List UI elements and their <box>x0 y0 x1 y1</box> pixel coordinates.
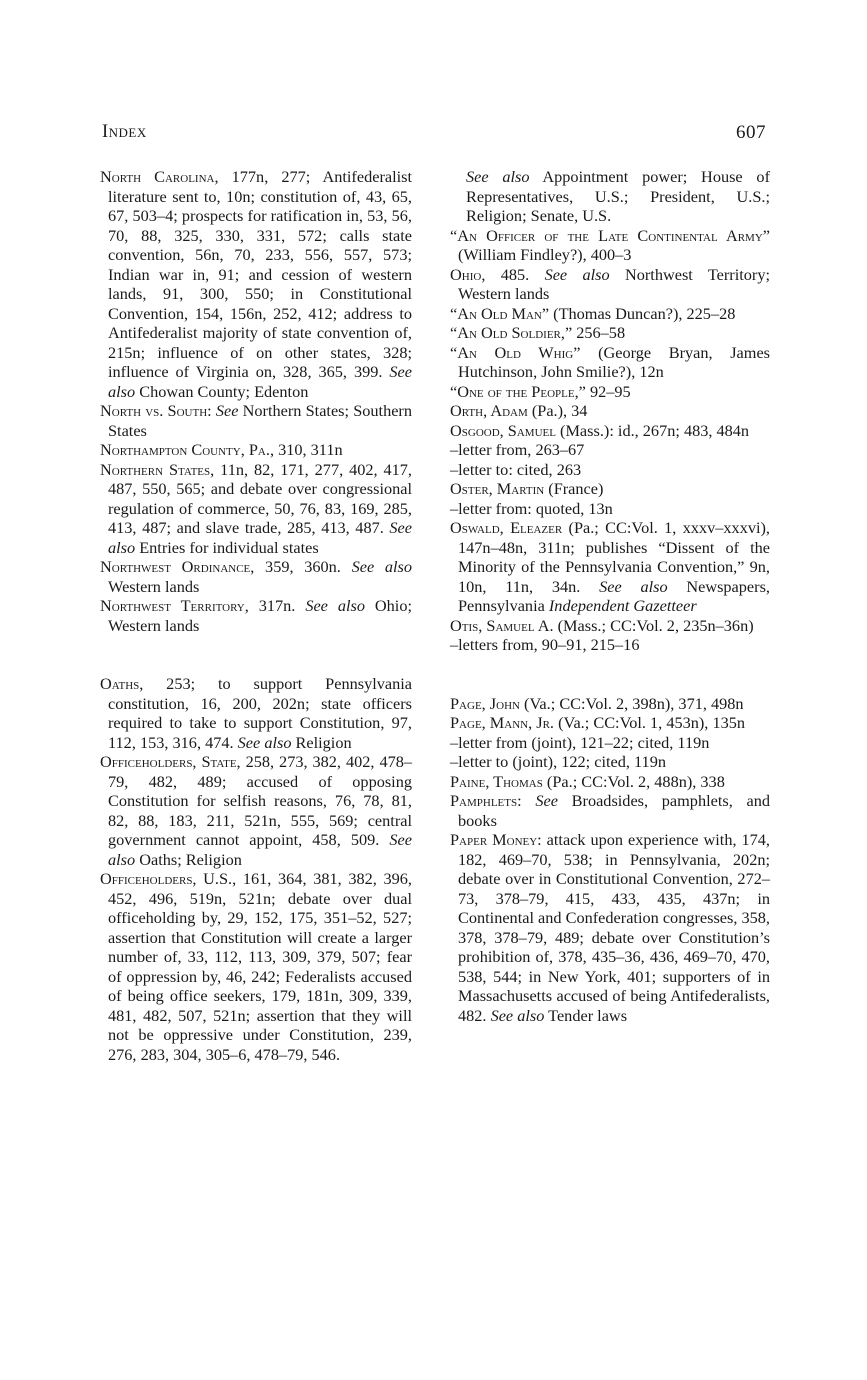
index-entry-officeholders-us: Officeholders, U.S., 161, 364, 381, 382, 396, 452, 496, 519n, 521n; debate over dual officeholding by, 29, 152, 175, 351–52, 527; assertion that Constitution will create a larger number of, 33, 112, 113, 309, 379, 507; fear of oppression by, 46, 242; Federalists accused of being office seekers, 179, 181n, 309, 339, 481, 482, 507, 521n; assertion that they will not be oppressive under Constitution, 239, 276, 283, 304, 305–6, 478–79, 546. <box>100 869 413 1064</box>
section-gap <box>450 655 770 694</box>
index-entry-northampton-county: Northampton County, Pa., 310, 311n <box>100 440 343 459</box>
index-entry-north-vs-south: North vs. South: See Northern States; Southern States <box>100 401 412 440</box>
index-entry-old-man: “An Old Man” (Thomas Duncan?), 225–28 <box>450 303 736 323</box>
index-entry-paper-money: Paper Money: attack upon experience with, 174, 182, 469–70, 538; in Pennsylvania, 202n; debate over in Constitutional Convention, 272–73, 378–79, 415, 433, 435, 437n; in Continental and Confederation congresses, 358, 378, 378–79, 489; debate over Constitution’s prohibition of, 378, 435–36, 436, 469–70, 470, 538, 544; in New York, 401; supporters of in Massachusetts accused of being Antifederalists, 482. See also Tender laws <box>450 830 770 1025</box>
index-entry-paine: Paine, Thomas (Pa.; CC:Vol. 2, 488n), 338 <box>450 771 725 791</box>
index-entry-oaths: Oaths, 253; to support Pennsylvania constitution, 16, 200, 202n; state officers required to take to support Constitution, 97, 112, 153, 316, 474. See also Religion <box>100 674 412 752</box>
index-column-right <box>450 167 770 1025</box>
index-entry-osgood: Osgood, Samuel (Mass.): id., 267n; 483, 484n <box>450 420 750 440</box>
index-entry-old-whig: “An Old Whig” (George Bryan, James Hutchinson, John Smilie?), 12n <box>450 342 771 381</box>
index-entry-oswald: Oswald, Eleazer (Pa.; CC:Vol. 1, xxxv–xxxvi), 147n–48n, 311n; publishes “Dissent of the Minority of the Pennsylvania Convention,” 9n, 10n, 11n, 34n. See also Newspapers, Pennsylvania Independent Gazetteer <box>450 518 770 615</box>
index-entry-orth: Orth, Adam (Pa.), 34 <box>450 401 588 420</box>
index-entry-northwest-ordinance: Northwest Ordinance, 359, 360n. See also Western lands <box>100 557 413 596</box>
index-entry-northwest-territory: Northwest Territory, 317n. See also Ohio; Western lands <box>100 596 412 635</box>
index-entry-pamphlets: Pamphlets: See Broadsides, pamphlets, and books <box>450 791 770 830</box>
index-subentry: –letter from, 263–67 <box>450 440 585 459</box>
index-subentry: –letter from (joint), 121–22; cited, 119n <box>450 732 710 752</box>
index-subentry: –letters from, 90–91, 215–16 <box>450 635 640 654</box>
section-gap <box>100 635 412 674</box>
index-entry-one-of-the-people: “One of the People,” 92–95 <box>450 381 631 401</box>
index-entry-ohio: Ohio, 485. See also Northwest Territory; Western lands <box>450 264 771 303</box>
index-subentry: –letter from: quoted, 13n <box>450 498 613 518</box>
index-entry-page-mann: Page, Mann, Jr. (Va.; CC:Vol. 1, 453n), 135n <box>450 713 746 732</box>
index-entry-northern-states: Northern States, 11n, 82, 171, 277, 402, 417, 487, 550, 565; and debate over congressional regulation of commerce, 50, 76, 83, 169, 285, 413, 487; and slave trade, 285, 413, 487. See also Entries for individual states <box>100 459 412 557</box>
index-entry-page-john: Page, John (Va.; CC:Vol. 2, 398n), 371, 498n <box>450 693 744 713</box>
index-entry-otis: Otis, Samuel A. (Mass.; CC:Vol. 2, 235n–36n) <box>450 615 754 635</box>
index-subentry: –letter to (joint), 122; cited, 119n <box>450 752 666 771</box>
index-entry-oster: Oster, Martin (France) <box>450 479 604 498</box>
index-entry-continuation: See also Appointment power; House of Representatives, U.S.; President, U.S.; Religion; Senate, U.S. <box>466 167 770 225</box>
page-number: 607 <box>736 122 766 143</box>
index-entry-officer-late-army: “An Officer of the Late Continental Army” (William Findley?), 400–3 <box>450 225 770 264</box>
index-entry-old-soldier: “An Old Soldier,” 256–58 <box>450 323 626 342</box>
index-entry-north-carolina: North Carolina, 177n, 277; Antifederalist literature sent to, 10n; constitution of, 43, 65, 67, 503–4; prospects for ratification in, 53, 56, 70, 88, 325, 330, 331, 572; calls state convention, 56n, 70, 233, 556, 557, 573; Indian war in, 91; and cession of western lands, 91, 300, 550; in Constitutional Convention, 154, 156n, 252, 412; address to Antifederalist majority of state convention of, 215n; influence of on other states, 328; influence of Virginia on, 328, 365, 399. See also Chowan County; Edenton <box>100 167 412 401</box>
index-column-left <box>100 167 412 1064</box>
index-subentry: –letter to: cited, 263 <box>450 459 582 479</box>
running-head: Index <box>102 122 147 142</box>
index-entry-officeholders-state: Officeholders, State, 258, 273, 382, 402, 478–79, 482, 489; accused of opposing Constitution for selfish reasons, 76, 78, 81, 82, 88, 183, 211, 521n, 555, 569; central government cannot appoint, 458, 509. See also Oaths; Religion <box>100 752 413 869</box>
